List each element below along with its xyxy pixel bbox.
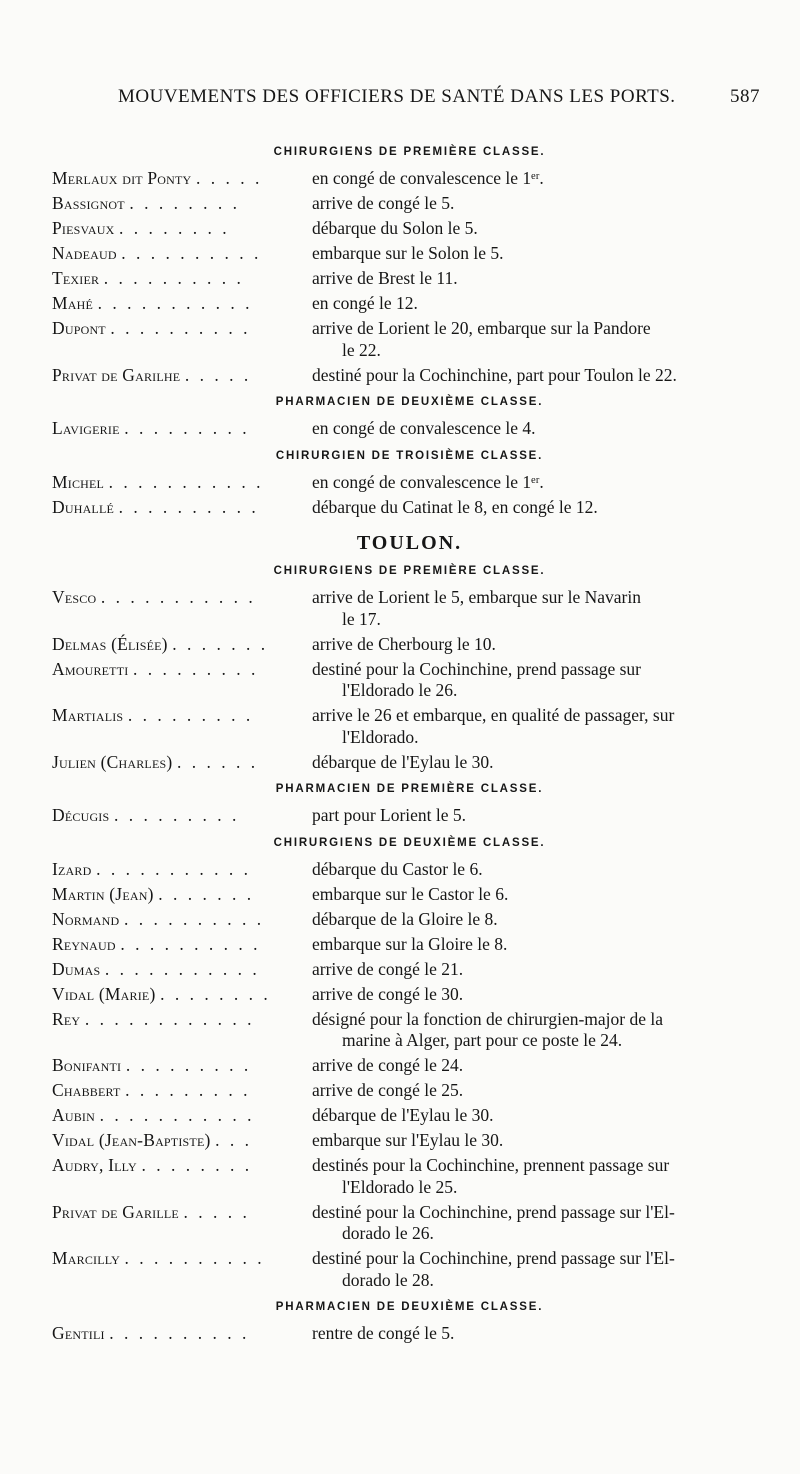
leader-dots: . . . . . . . . . . . xyxy=(100,587,256,607)
movement-text xyxy=(312,1009,767,1052)
movement-line: en congé le 12. xyxy=(312,293,418,313)
movement-text xyxy=(312,705,767,748)
officer-name: Privat de Garilhe xyxy=(52,364,181,385)
officer-name: Amouretti xyxy=(52,658,129,679)
officer-name-cell xyxy=(52,243,312,265)
leader-dots: . . . . . . . . . . . xyxy=(108,471,264,492)
movement-line: en congé de convalescence le 4. xyxy=(312,418,536,438)
movement-continuation: l'Eldorado. xyxy=(342,726,419,747)
movement-text xyxy=(312,959,767,981)
movement-text xyxy=(312,934,767,956)
leader-dots: . . . . . . . . . xyxy=(125,1080,251,1100)
movement-text xyxy=(312,168,767,190)
officer-entry xyxy=(52,1323,767,1345)
officer-name: Vesco xyxy=(52,587,97,607)
leader-dots: . . . . . . . . . . . . xyxy=(84,1008,255,1029)
movement-continuation: dorado le 28. xyxy=(342,1269,434,1290)
leader-dots: . . . . . . . . . . . xyxy=(99,1105,255,1125)
officer-entry xyxy=(52,587,767,630)
officer-name: Reynaud xyxy=(52,933,116,954)
officer-name: Izard xyxy=(52,858,92,879)
officer-entry xyxy=(52,1202,767,1245)
movement-continuation: dorado le 26. xyxy=(342,1223,434,1243)
movement-continuation: l'Eldorado le 26. xyxy=(342,680,458,700)
movement-line: en congé de convalescence le 1ᵉʳ. xyxy=(312,471,544,492)
leader-dots: . . . . . . . . . . . xyxy=(97,293,253,313)
movement-text xyxy=(312,1202,767,1245)
officer-name-cell xyxy=(52,587,312,630)
movement-line: arrive de Brest le 11. xyxy=(312,268,458,288)
movement-line: débarque du Castor le 6. xyxy=(312,858,483,879)
leader-dots: . . . . . . . . xyxy=(129,193,241,213)
leader-dots: . . . . . . . . xyxy=(160,983,271,1004)
officer-name-cell xyxy=(52,859,312,881)
officer-entry xyxy=(52,934,767,956)
officer-name-cell xyxy=(52,1105,312,1127)
officer-name: Audry, Illy xyxy=(52,1155,137,1175)
movement-line: part pour Lorient le 5. xyxy=(312,805,467,825)
officer-name: Normand xyxy=(52,908,120,929)
officer-entry xyxy=(52,705,767,748)
movement-text xyxy=(312,1105,767,1127)
leader-dots: . . . . . . . . . . xyxy=(120,933,261,954)
movement-line: embarque sur le Castor le 6. xyxy=(312,883,509,904)
leader-dots: . . . . . xyxy=(183,1201,250,1222)
officer-entry xyxy=(52,218,767,240)
movement-line: débarque de l'Eylau le 30. xyxy=(312,751,494,772)
officer-name: Bassignot xyxy=(52,193,125,213)
movement-line: embarque sur la Gloire le 8. xyxy=(312,933,508,954)
officer-name-cell xyxy=(52,1202,312,1245)
officer-entry xyxy=(52,1130,767,1152)
officer-name: Vidal (Jean-Baptiste) xyxy=(52,1130,211,1150)
officer-name-cell xyxy=(52,293,312,315)
movement-text xyxy=(312,805,767,827)
officer-name: Duhallé xyxy=(52,496,115,517)
officer-name-cell xyxy=(52,268,312,290)
officer-entry xyxy=(52,752,767,774)
leader-dots: . . . . . . . . . xyxy=(133,658,259,679)
leader-dots: . . . . . . . . xyxy=(119,218,230,238)
movement-text xyxy=(312,293,767,315)
section-heading: PHARMACIEN DE DEUXIÈME CLASSE. xyxy=(275,1301,544,1313)
movement-line: débarque de l'Eylau le 30. xyxy=(312,1105,494,1125)
officer-name-cell xyxy=(52,1009,312,1052)
movement-text xyxy=(312,634,767,656)
officer-name: Vidal (Marie) xyxy=(52,983,156,1004)
leader-dots: . . . . . xyxy=(184,364,252,385)
officer-entry xyxy=(52,268,767,290)
officer-entry xyxy=(52,805,767,827)
officer-entry xyxy=(52,168,767,190)
movement-text xyxy=(312,1055,767,1077)
officer-name: Dupont xyxy=(52,318,106,338)
leader-dots: . . . . . . . . . . xyxy=(109,1323,250,1343)
officer-name-cell xyxy=(52,984,312,1006)
movement-line: rentre de congé le 5. xyxy=(312,1323,455,1343)
officer-name: Merlaux dit Ponty xyxy=(52,168,192,188)
officer-name: Michel xyxy=(52,471,105,492)
movement-line: arrive le 26 et embarque, en qualité de passager, sur xyxy=(312,705,675,725)
officer-entry xyxy=(52,984,767,1006)
officer-name-cell xyxy=(52,805,312,827)
movement-text xyxy=(312,884,767,906)
movement-line: embarque sur l'Eylau le 30. xyxy=(312,1130,504,1150)
officer-name: Julien (Charles) xyxy=(52,751,173,772)
movement-line: arrive de congé le 30. xyxy=(312,983,464,1004)
movement-text xyxy=(312,472,767,494)
officer-name-cell xyxy=(52,168,312,190)
officer-entry xyxy=(52,1080,767,1102)
movement-line: destiné pour la Cochinchine, prend passage sur l'El- xyxy=(312,1248,675,1268)
movement-text xyxy=(312,218,767,240)
movement-text xyxy=(312,1323,767,1345)
movement-text xyxy=(312,752,767,774)
section-heading: CHIRURGIENS DE DEUXIÈME CLASSE. xyxy=(273,836,546,849)
officer-name-cell xyxy=(52,218,312,240)
movement-line: débarque du Solon le 5. xyxy=(312,218,478,238)
movement-line: destiné pour la Cochinchine, part pour Toulon le 22. xyxy=(312,364,677,385)
officer-name: Piesvaux xyxy=(52,218,115,238)
movement-text xyxy=(312,268,767,290)
movement-text xyxy=(312,418,767,440)
leader-dots: . . . . . . . . . xyxy=(113,805,240,825)
port-heading: TOULON. xyxy=(356,532,463,554)
officer-entry xyxy=(52,497,767,519)
officer-name: Décugis xyxy=(52,805,110,825)
leader-dots: . . . . . . . . . . xyxy=(110,318,251,338)
officer-entry xyxy=(52,1155,767,1198)
movement-text xyxy=(312,909,767,931)
section-heading: CHIRURGIENS DE PREMIÈRE CLASSE. xyxy=(273,146,546,158)
movement-line: destinés pour la Cochinchine, prennent passage sur xyxy=(312,1155,670,1175)
leader-dots: . . . . . . . . . xyxy=(127,705,254,725)
movement-text xyxy=(312,859,767,881)
officer-name-cell xyxy=(52,659,312,702)
movement-line: désigné pour la fonction de chirurgien-major de la xyxy=(312,1008,664,1029)
leader-dots: . . . . . . . . . . xyxy=(118,496,259,517)
officer-name-cell xyxy=(52,472,312,494)
officer-name-cell xyxy=(52,318,312,361)
officer-name-cell xyxy=(52,1080,312,1102)
movement-continuation: l'Eldorado le 25. xyxy=(342,1176,458,1197)
officer-name: Aubin xyxy=(52,1105,95,1125)
movement-text xyxy=(312,587,767,630)
officer-name-cell xyxy=(52,1155,312,1198)
movement-text xyxy=(312,984,767,1006)
officer-entry xyxy=(52,884,767,906)
officer-entry xyxy=(52,959,767,981)
movement-line: arrive de Cherbourg le 10. xyxy=(312,633,496,654)
officer-entry xyxy=(52,1105,767,1127)
officer-name-cell xyxy=(52,1248,312,1291)
officer-name-cell xyxy=(52,418,312,440)
leader-dots: . . . . . . . . . xyxy=(125,1055,252,1075)
movement-line: arrive de congé le 25. xyxy=(312,1080,464,1100)
movement-line: embarque sur le Solon le 5. xyxy=(312,243,504,263)
officer-entry xyxy=(52,418,767,440)
leader-dots: . . . . . . . . . . . xyxy=(104,958,260,979)
movement-text xyxy=(312,1080,767,1102)
leader-dots: . . . . . . . . . . xyxy=(121,243,262,263)
movement-text xyxy=(312,1130,767,1152)
movement-text xyxy=(312,365,767,387)
leader-dots: . . . . . . . xyxy=(158,883,255,904)
officer-name: Texier xyxy=(52,268,100,288)
movement-line: arrive de congé le 5. xyxy=(312,193,455,213)
officer-entry xyxy=(52,909,767,931)
leader-dots: . . . . . . xyxy=(176,751,259,772)
movement-line: destiné pour la Cochinchine, prend passage sur xyxy=(312,658,642,679)
section-heading: PHARMACIEN DE PREMIÈRE CLASSE. xyxy=(275,783,544,795)
movement-text xyxy=(312,193,767,215)
running-title: MOUVEMENTS DES OFFICIERS DE SANTÉ DANS LES PORTS. xyxy=(118,86,676,107)
officer-entry xyxy=(52,634,767,656)
officer-name-cell xyxy=(52,959,312,981)
officer-entry xyxy=(52,193,767,215)
leader-dots: . . . . . . . . . . xyxy=(103,268,244,288)
officer-entry xyxy=(52,365,767,387)
section-heading: CHIRURGIENS DE PREMIÈRE CLASSE. xyxy=(273,565,546,577)
movement-text xyxy=(312,659,767,702)
officer-entry xyxy=(52,659,767,702)
leader-dots: . . . . . xyxy=(196,168,263,188)
movement-line: débarque de la Gloire le 8. xyxy=(312,908,498,929)
officer-name-cell xyxy=(52,884,312,906)
movement-line: destiné pour la Cochinchine, prend passage sur l'El- xyxy=(312,1201,675,1222)
officer-name-cell xyxy=(52,497,312,519)
officer-name-cell xyxy=(52,1323,312,1345)
officer-name: Privat de Garille xyxy=(52,1201,179,1222)
section-heading: PHARMACIEN DE DEUXIÈME CLASSE. xyxy=(275,396,544,408)
leader-dots: . . . . . . . . . . xyxy=(123,908,265,929)
officer-name-cell xyxy=(52,909,312,931)
movement-text xyxy=(312,243,767,265)
leader-dots: . . . . . . . . . . xyxy=(124,1248,265,1268)
leader-dots: . . . . . . . . xyxy=(141,1155,253,1175)
movement-line: arrive de congé le 21. xyxy=(312,958,464,979)
movement-continuation: le 17. xyxy=(342,608,381,629)
officer-entry xyxy=(52,859,767,881)
officer-name-cell xyxy=(52,705,312,748)
leader-dots: . . . . . . . xyxy=(172,633,269,654)
officer-entry xyxy=(52,1055,767,1077)
officer-name-cell xyxy=(52,1055,312,1077)
officer-name: Gentili xyxy=(52,1323,105,1343)
leader-dots: . . . . . . . . . xyxy=(124,418,250,438)
officer-name: Lavigerie xyxy=(52,418,120,438)
page-number: 587 xyxy=(730,86,760,107)
movement-continuation: marine à Alger, part pour ce poste le 24. xyxy=(342,1030,623,1050)
officer-entry xyxy=(52,1248,767,1291)
leader-dots: . . . xyxy=(215,1130,252,1150)
officer-name: Marcilly xyxy=(52,1248,120,1268)
movement-text xyxy=(312,1155,767,1198)
officer-name-cell xyxy=(52,193,312,215)
movement-line: débarque du Catinat le 8, en congé le 12. xyxy=(312,496,598,517)
movement-continuation: le 22. xyxy=(342,339,381,360)
movement-text xyxy=(312,318,767,361)
movement-line: arrive de Lorient le 20, embarque sur la Pandore xyxy=(312,318,651,338)
movement-line: arrive de Lorient le 5, embarque sur le Navarin xyxy=(312,587,641,607)
officer-name: Dumas xyxy=(52,958,101,979)
movement-line: en congé de convalescence le 1ᵉʳ. xyxy=(312,168,544,188)
officer-name-cell xyxy=(52,634,312,656)
movement-line: arrive de congé le 24. xyxy=(312,1055,464,1075)
officer-entry xyxy=(52,318,767,361)
officer-entry xyxy=(52,243,767,265)
officer-name: Martialis xyxy=(52,705,124,725)
officer-name: Martin (Jean) xyxy=(52,883,154,904)
section-heading: CHIRURGIEN DE TROISIÈME CLASSE. xyxy=(275,449,544,462)
officer-name-cell xyxy=(52,934,312,956)
officer-entry xyxy=(52,472,767,494)
leader-dots: . . . . . . . . . . . xyxy=(96,858,251,879)
officer-name: Nadeaud xyxy=(52,243,117,263)
movement-text xyxy=(312,497,767,519)
officer-name-cell xyxy=(52,365,312,387)
officer-name: Bonifanti xyxy=(52,1055,122,1075)
movement-text xyxy=(312,1248,767,1291)
officer-name: Delmas (Élisée) xyxy=(52,633,168,654)
officer-name: Rey xyxy=(52,1008,81,1029)
officer-name-cell xyxy=(52,752,312,774)
officer-name-cell xyxy=(52,1130,312,1152)
officer-name: Mahé xyxy=(52,293,94,313)
page-body xyxy=(52,136,767,1348)
officer-name: Chabbert xyxy=(52,1080,121,1100)
officer-entry xyxy=(52,293,767,315)
officer-entry xyxy=(52,1009,767,1052)
